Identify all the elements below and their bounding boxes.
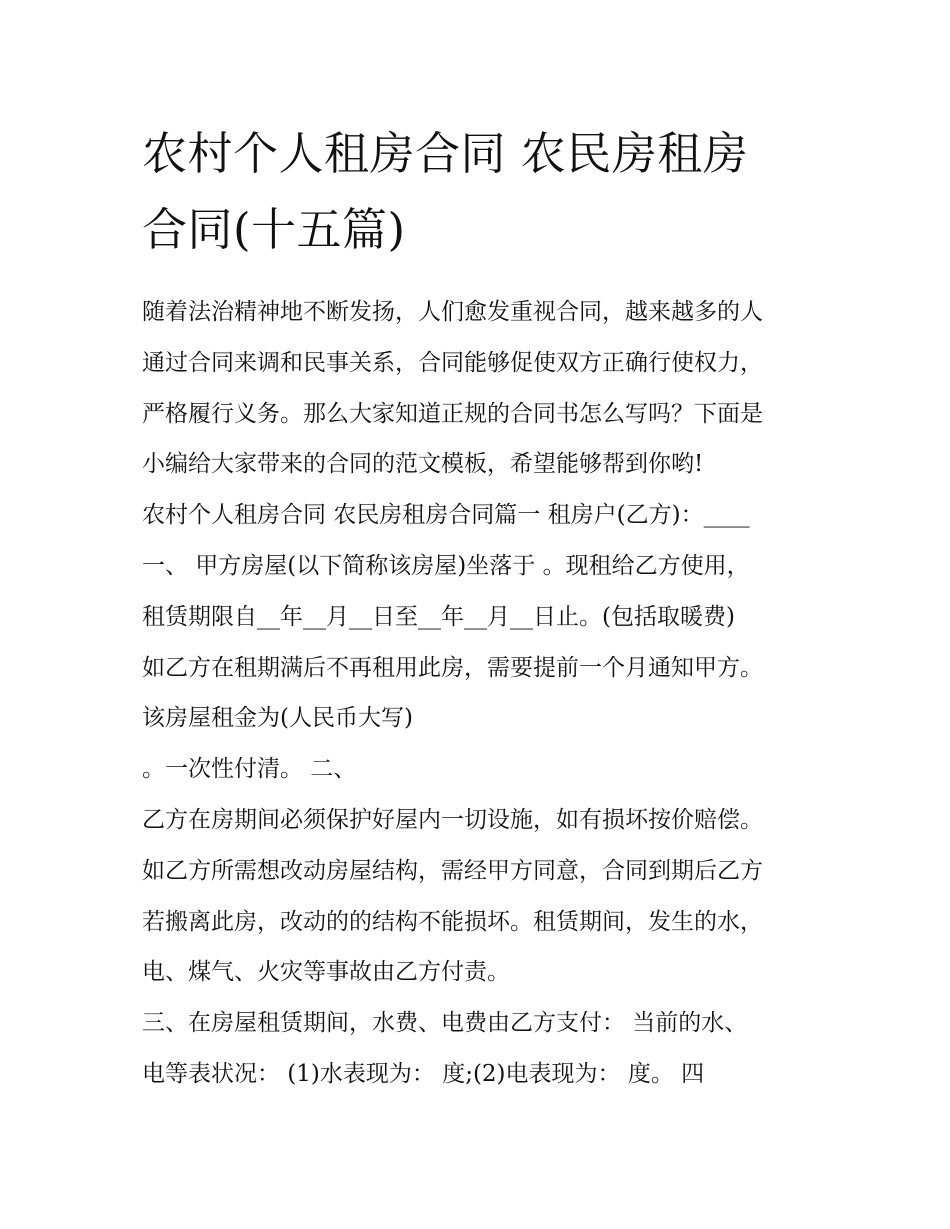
body-line-5: 农村个人租房合同 农民房租房合同篇一 租房户(乙方)：____ [142, 502, 750, 529]
body-line-8: 如乙方在租期满后不再租用此房，需要提前一个月通知甲方。 [142, 654, 763, 681]
document-title [142, 116, 822, 268]
document-content [142, 116, 822, 1100]
body-line-14: 电、煤气、火灾等事故由乙方付责。 [142, 959, 510, 986]
body-line-3: 严格履行义务。那么大家知道正规的合同书怎么写吗？下面是 [142, 400, 763, 427]
body-line-13: 若搬离此房，改动的的结构不能损坏。租赁期间，发生的水， [142, 908, 763, 935]
document-body [142, 287, 822, 1100]
body-line-6: 一、 甲方房屋(以下简称该房屋)坐落于 。现租给乙方使用， [142, 552, 750, 579]
body-line-11: 乙方在房期间必须保护好屋内一切设施，如有损坏按价赔偿。 [142, 806, 763, 833]
body-line-2: 通过合同来调和民事关系，合同能够促使双方正确行使权力， [142, 349, 763, 376]
body-line-4: 小编给大家带来的合同的范文模板，希望能够帮到你哟! [142, 451, 704, 478]
body-line-12: 如乙方所需想改动房屋结构，需经甲方同意，合同到期后乙方 [142, 857, 763, 884]
body-line-9: 该房屋租金为(人民币大写) [142, 705, 413, 732]
body-line-15: 三、在房屋租赁期间，水费、电费由乙方支付： 当前的水、 [142, 1010, 748, 1037]
title-line-2: 合同(十五篇) [142, 203, 406, 256]
body-line-7: 租赁期限自__年__月__日至__年__月__日止。(包括取暖费) [142, 603, 735, 630]
body-line-16: 电等表状况： (1)水表现为： 度;(2)电表现为： 度。 四 [142, 1060, 705, 1087]
title-line-1: 农村个人租房合同 农民房租房 [142, 127, 749, 180]
body-line-10: 。一次性付清。 二、 [142, 756, 357, 783]
body-line-1: 随着法治精神地不断发扬，人们愈发重视合同，越来越多的人 [142, 299, 763, 325]
